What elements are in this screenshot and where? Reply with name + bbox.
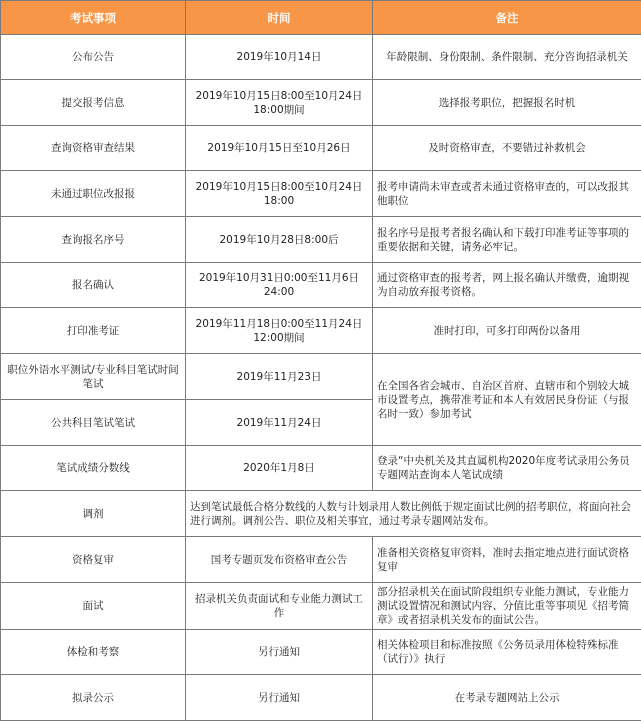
row-notes: 报考申请尚未审查或者未通过资格审查的，可以改报其他职位 — [373, 171, 641, 217]
row-notes: 准备相关资格复审资料，准时去指定地点进行面试资格复审 — [373, 537, 641, 583]
row-item: 公共科目笔试笔试 — [1, 400, 186, 446]
row-notes: 登录“中央机关及其直属机构2020年度考试录用公务员专题网站查询本人笔试成绩 — [373, 446, 641, 491]
table-row — [1, 80, 641, 126]
header-row — [1, 1, 641, 35]
row-notes: 及时资格审查，不要错过补救机会 — [373, 126, 641, 171]
table-row — [1, 537, 641, 583]
row-merged-notes: 达到笔试最低合格分数线的人数与计划录用人数比例低于规定面试比例的招考职位，将面向社会进行调剂。调剂公告、职位及相关事宜，通过考录专题网站发布。 — [186, 491, 641, 537]
row-notes: 部分招录机关在面试阶段组织专业能力测试，专业能力测试设置情况和测试内容、分值比重等事项见《招考简章》或者招录机关发布的面试公告。 — [373, 583, 641, 630]
row-item: 提交报考信息 — [1, 80, 186, 126]
row-time: 2019年10月28日8:00后 — [186, 217, 373, 263]
row-notes: 选择报考职位，把握报名时机 — [373, 80, 641, 126]
row-notes: 在全国各省会城市、自治区首府、直辖市和个别较大城市设置考点，携带准考证和本人有效居民身份证（与报名时一致）参加考试 — [373, 354, 641, 446]
header-item: 考试事项 — [1, 1, 186, 35]
row-time: 2019年10月14日 — [186, 35, 373, 80]
table-row — [1, 217, 641, 263]
table-row — [1, 171, 641, 217]
row-time: 2019年10月31日0:00至11月6日24:00 — [186, 263, 373, 308]
row-item: 打印准考证 — [1, 308, 186, 354]
row-time: 招录机关负责面试和专业能力测试工作 — [186, 583, 373, 630]
table-row — [1, 630, 641, 675]
row-time: 另行通知 — [186, 675, 373, 721]
header-time: 时间 — [186, 1, 373, 35]
table-row — [1, 126, 641, 171]
row-time: 2019年10月15日8:00至10月24日18:00 — [186, 171, 373, 217]
row-item: 查询报名序号 — [1, 217, 186, 263]
row-item: 查询资格审查结果 — [1, 126, 186, 171]
row-time: 2020年1月8日 — [186, 446, 373, 491]
row-time: 国考专题页发布资格审查公告 — [186, 537, 373, 583]
table-row — [1, 263, 641, 308]
row-notes: 在考录专题网站上公示 — [373, 675, 641, 721]
row-item: 资格复审 — [1, 537, 186, 583]
row-time: 另行通知 — [186, 630, 373, 675]
row-item: 笔试成绩分数线 — [1, 446, 186, 491]
table-row — [1, 308, 641, 354]
table-row — [1, 583, 641, 630]
row-time: 2019年11月23日 — [186, 354, 373, 400]
row-time: 2019年11月24日 — [186, 400, 373, 446]
table-row — [1, 675, 641, 721]
row-notes: 年龄限制、身份限制、条件限制、充分咨询招录机关 — [373, 35, 641, 80]
row-item: 面试 — [1, 583, 186, 630]
row-item: 未通过职位改报报 — [1, 171, 186, 217]
table-row — [1, 354, 641, 400]
table-row — [1, 35, 641, 80]
table-row — [1, 446, 641, 491]
row-notes: 通过资格审查的报考者，网上报名确认并缴费，逾期视为自动放弃报考资格。 — [373, 263, 641, 308]
row-notes: 相关体检项目和标准按照《公务员录用体检特殊标准（试行）》执行 — [373, 630, 641, 675]
row-item: 拟录公示 — [1, 675, 186, 721]
row-time: 2019年10月15日8:00至10月24日18:00期间 — [186, 80, 373, 126]
row-item: 体检和考察 — [1, 630, 186, 675]
row-notes: 报名序号是报考者报名确认和下载打印准考证等事项的重要依据和关键，请务必牢记。 — [373, 217, 641, 263]
row-item: 调剂 — [1, 491, 186, 537]
row-item: 报名确认 — [1, 263, 186, 308]
row-time: 2019年11月18日0:00至11月24日12:00期间 — [186, 308, 373, 354]
row-item: 公布公告 — [1, 35, 186, 80]
row-item: 职位外语水平测试/专业科目笔试时间笔试 — [1, 354, 186, 400]
table-row — [1, 491, 641, 537]
row-notes: 准时打印，可多打印两份以备用 — [373, 308, 641, 354]
header-notes: 备注 — [373, 1, 641, 35]
row-time: 2019年10月15日至10月26日 — [186, 126, 373, 171]
